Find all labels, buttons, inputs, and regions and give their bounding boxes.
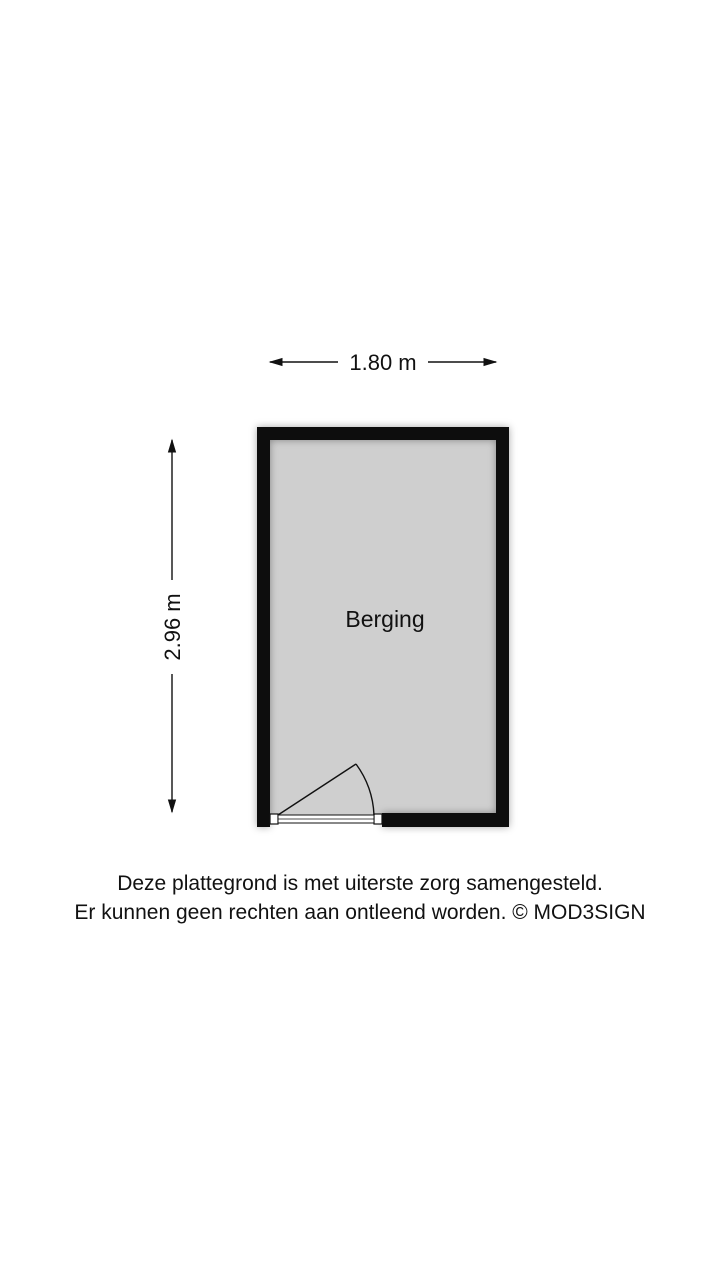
wall-right	[496, 427, 509, 827]
room-berging	[257, 427, 509, 827]
disclaimer-line-1: Deze plattegrond is met uiterste zorg samengesteld.	[117, 872, 603, 895]
width-dimension	[270, 350, 496, 375]
height-dimension-label: 2.96 m	[160, 593, 185, 661]
height-dimension	[160, 440, 185, 812]
wall-left	[257, 427, 270, 827]
door-jamb-left	[270, 814, 278, 824]
wall-bottom-right	[382, 813, 509, 827]
room-name: Berging	[345, 606, 425, 632]
width-dimension-label: 1.80 m	[349, 350, 417, 375]
disclaimer-line-2: Er kunnen geen rechten aan ontleend worden. © MOD3SIGN	[74, 901, 646, 924]
door-jamb-right	[374, 814, 382, 824]
wall-top	[257, 427, 509, 440]
